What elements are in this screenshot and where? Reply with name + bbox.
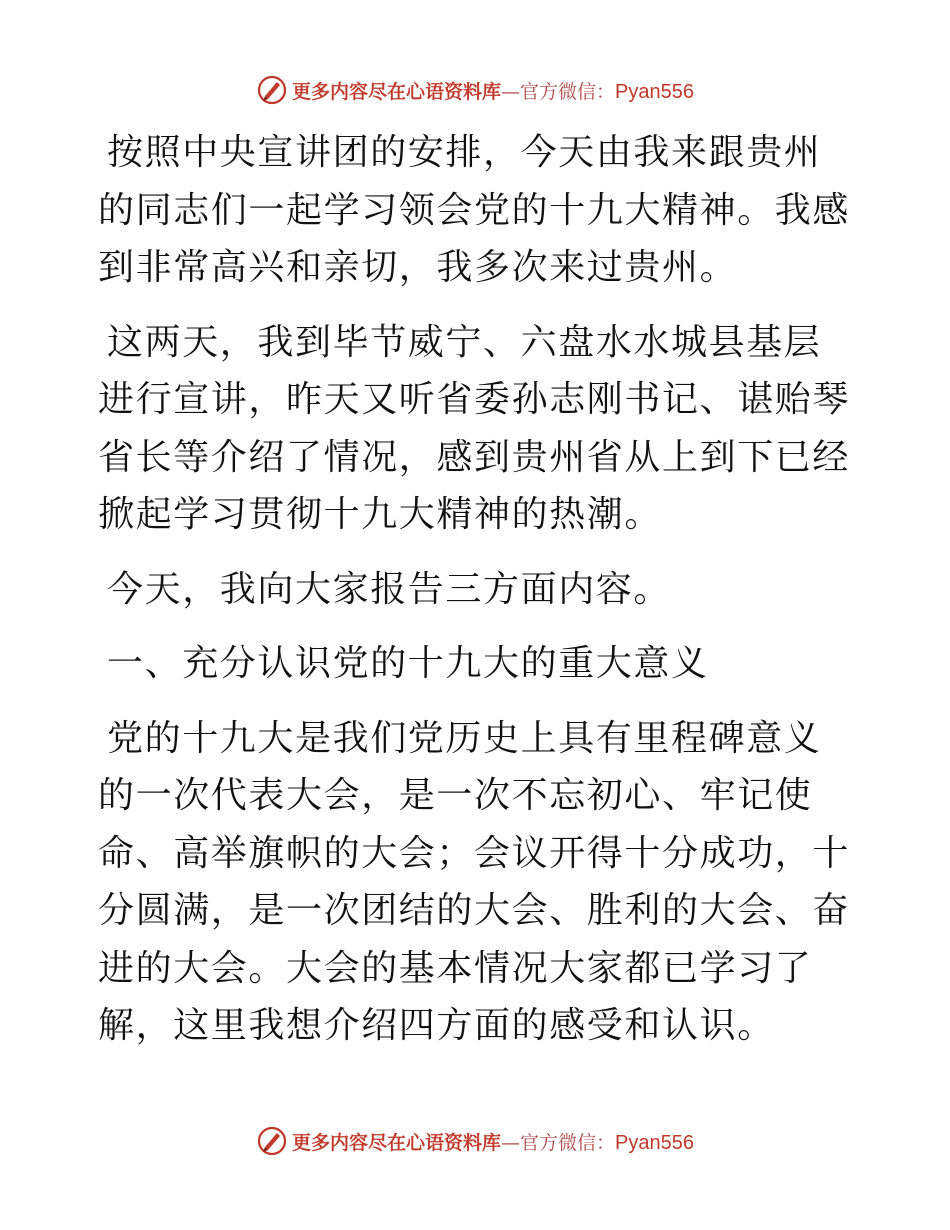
watermark-wechat-label: 官方微信：	[520, 1131, 616, 1154]
pen-logo-icon	[256, 74, 288, 106]
header-watermark-banner	[0, 70, 950, 110]
watermark-dash: —	[501, 1131, 521, 1154]
header-watermark-text	[292, 77, 694, 104]
footer-watermark-banner	[0, 1121, 950, 1161]
footer-watermark-text	[292, 1128, 694, 1155]
watermark-main-text: 更多内容尽在心语资料库	[292, 1131, 502, 1154]
pen-logo-icon	[256, 1125, 288, 1157]
paragraph-2: 这两天，我到毕节威宁、六盘水水城县基层进行宣讲，昨天又听省委孙志刚书记、谌贻琴省长等介绍了情况，感到贵州省从上到下已经掀起学习贯彻十九大精神的热潮。	[98, 321, 851, 535]
watermark-wechat-id: Pyan556	[615, 80, 694, 103]
watermark-wechat-label: 官方微信：	[520, 80, 616, 103]
paragraph-3: 今天，我向大家报告三方面内容。	[107, 568, 672, 610]
section-heading-1: 一、充分认识党的十九大的重大意义	[107, 643, 709, 684]
watermark-dash: —	[501, 80, 521, 103]
document-body	[98, 124, 858, 1055]
paragraph-4: 党的十九大是我们党历史上具有里程碑意义的一次代表大会，是一次不忘初心、牢记使命、高举旗帜的大会；会议开得十分成功，十分圆满，是一次团结的大会、胜利的大会、奋进的大会。大会的基本情况大家都已学习了解，这里我想介绍四方面的感受和认识。	[98, 717, 851, 1046]
watermark-wechat-id: Pyan556	[615, 1131, 694, 1154]
watermark-main-text: 更多内容尽在心语资料库	[292, 80, 502, 103]
paragraph-1: 按照中央宣讲团的安排，今天由我来跟贵州的同志们一起学习领会党的十九大精神。我感到非常高兴和亲切，我多次来过贵州。	[98, 132, 851, 288]
